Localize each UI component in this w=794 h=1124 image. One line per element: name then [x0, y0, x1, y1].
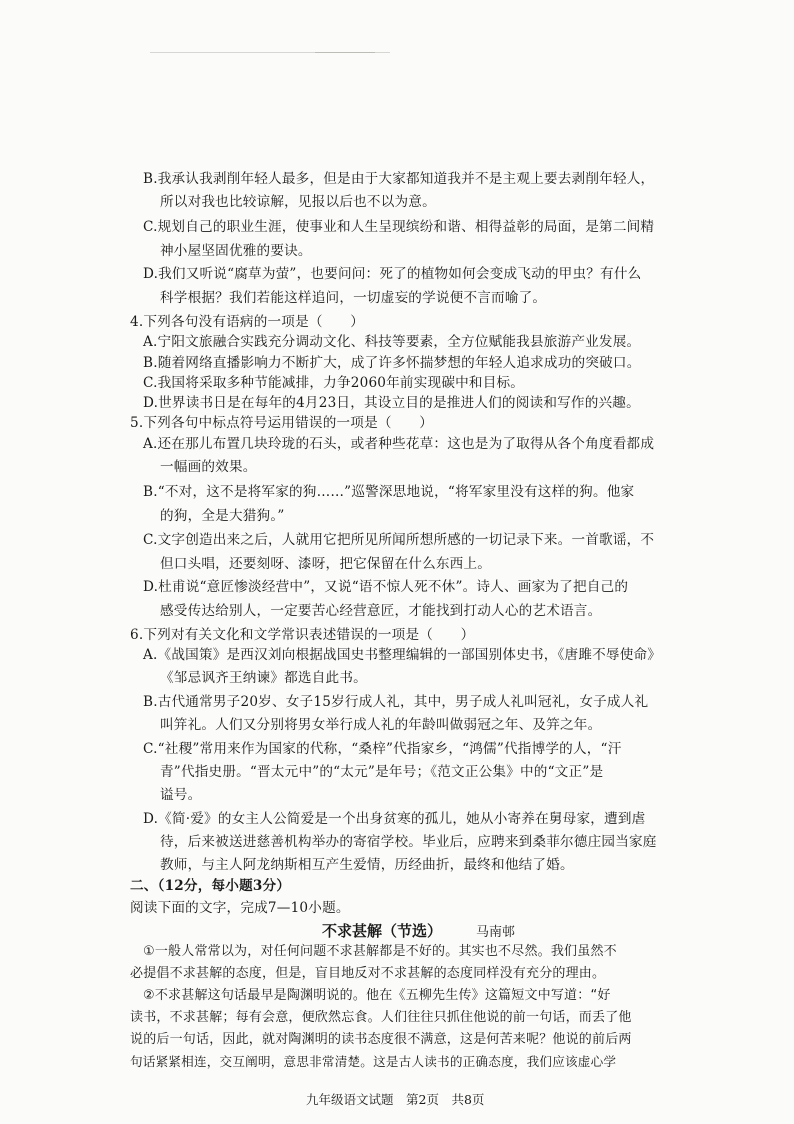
q6-option-c-line2: 青”代指史册。“晋太元中”的“太元”是年号；《范文正公集》中的“文正”是	[160, 764, 604, 780]
q6-option-b-line1: B.古代通常男子20岁、女子15岁行成人礼，其中，男子成人礼叫冠礼，女子成人礼	[143, 694, 649, 710]
q6-stem: 6.下列对有关文化和文学常识表述错误的一项是（ ）	[130, 627, 475, 643]
q4-option-d: D.世界读书日是在每年的4月23日，其设立目的是推进人们的阅读和写作的兴趣。	[143, 395, 640, 411]
q5-option-b-line1: B.“不对，这不是将军家的狗……”巡警深思地说，“将军家里没有这样的狗。他家	[143, 484, 635, 500]
q5-option-d-line1: D.杜甫说“意匠惨淡经营中”，又说“语不惊人死不休”。诗人、画家为了把自己的	[143, 579, 629, 595]
q6-option-c-line3: 谥号。	[160, 787, 202, 803]
article-line: 读书，不求甚解；每有会意，便欣然忘食。人们往往只抓住他说的前一句话，而丢了他	[130, 1010, 632, 1025]
q6-option-a-line2: 《邹忌讽齐王纳谏》都选自此书。	[160, 670, 367, 686]
page-footer: 九年级语文试题 第2页 共8页	[306, 1092, 485, 1107]
q6-option-d-line3: 教师，与主人阿龙纳斯相互产生爱情，历经曲折，最终和他结了婚。	[160, 857, 574, 873]
section-instruction: 阅读下面的文字，完成7—10小题。	[130, 900, 350, 916]
q4-option-c: C.我国将采取多种节能减排，力争2060年前实现碳中和目标。	[143, 375, 525, 391]
q6-option-a-line1: A.《战国策》是西汉刘向根据战国史书整理编辑的一部国别体史书，《唐雎不辱使命》	[143, 647, 662, 663]
q4-option-a: A.宁阳文旅融合实践充分调动文化、科技等要素，全方位赋能我县旅游产业发展。	[143, 334, 641, 350]
q3-option-c-line1: C.规划自己的职业生涯，使事业和人生呈现缤纷和谐、相得益彰的局面，是第二间精	[143, 219, 655, 235]
q3-option-b-line2: 所以对我也比较谅解，见报以后也不以为意。	[160, 194, 436, 210]
q6-option-d-line1: D.《简·爱》的女主人公简爱是一个出身贫寒的孤儿，她从小寄养在舅母家，遭到虐	[143, 811, 646, 827]
article-line: ②不求甚解这句话最早是陶渊明说的。他在《五柳先生传》这篇短文中写道：“好	[143, 988, 611, 1003]
q3-option-d-line1: D.我们又听说“腐草为萤”，也要问问：死了的植物如何会变成飞动的甲虫？有什么	[143, 266, 642, 282]
scan-mark	[315, 52, 375, 53]
article-title: 不求甚解（节选）	[322, 922, 443, 940]
section-heading: 二、（12分，每小题3分）	[130, 878, 291, 894]
article-line: ①一般人常常以为，对任何问题不求甚解都是不好的。其实也不尽然。我们虽然不	[143, 944, 617, 959]
q3-option-c-line2: 神小屋坚固优雅的要诀。	[160, 243, 312, 259]
q5-option-a-line1: A.还在那儿布置几块玲珑的石头，或者种些花草：这也是为了取得从各个角度看都成	[143, 436, 655, 452]
q4-stem: 4.下列各句没有语病的一项是（ ）	[130, 314, 365, 330]
q6-option-c-line1: C.“社稷”常用来作为国家的代称，“桑梓”代指家乡，“鸿儒”代指博学的人，“汗	[143, 741, 622, 757]
article-line: 句话紧紧相连，交互阐明，意思非常清楚。这是古人读书的正确态度，我们应该虚心学	[130, 1054, 617, 1069]
q5-option-c-line1: C.文字创造出来之后，人就用它把所见所闻所想所感的一切记录下来。一首歌谣，不	[143, 532, 655, 548]
q4-option-b: B.随着网络直播影响力不断扩大，成了许多怀揣梦想的年轻人追求成功的突破口。	[143, 355, 641, 371]
q5-stem: 5.下列各句中标点符号运用错误的一项是（ ）	[130, 415, 434, 431]
q5-option-c-line2: 但口头唱，还要刻呀、漆呀，把它保留在什么东西上。	[160, 556, 492, 572]
q5-option-b-line2: 的狗，全是大猎狗。”	[160, 508, 285, 524]
q5-option-a-line2: 一幅画的效果。	[160, 459, 257, 475]
article-line: 说的后一句话，因此，就对陶渊明的读书态度很不满意，这是何苦来呢？他说的前后两	[130, 1032, 632, 1047]
q3-option-b-line1: B.我承认我剥削年轻人最多，但是由于大家都知道我并不是主观上要去剥削年轻人，	[143, 171, 655, 187]
q5-option-d-line2: 感受传达给别人，一定要苦心经营意匠，才能找到打动人心的艺术语言。	[160, 603, 602, 619]
q6-option-d-line2: 待，后来被送进慈善机构举办的寄宿学校。毕业后，应聘来到桑菲尔德庄园当家庭	[160, 834, 657, 850]
article-author: 马南邨	[476, 925, 516, 940]
article-line: 必提倡不求甚解的态度，但是，盲目地反对不求甚解的态度同样没有充分的理由。	[130, 966, 606, 981]
q3-option-d-line2: 科学根据？我们若能这样追问，一切虚妄的学说便不言而喻了。	[160, 290, 547, 306]
q6-option-b-line2: 叫笄礼。人们又分别将男女举行成人礼的年龄叫做弱冠之年、及笄之年。	[160, 717, 602, 733]
